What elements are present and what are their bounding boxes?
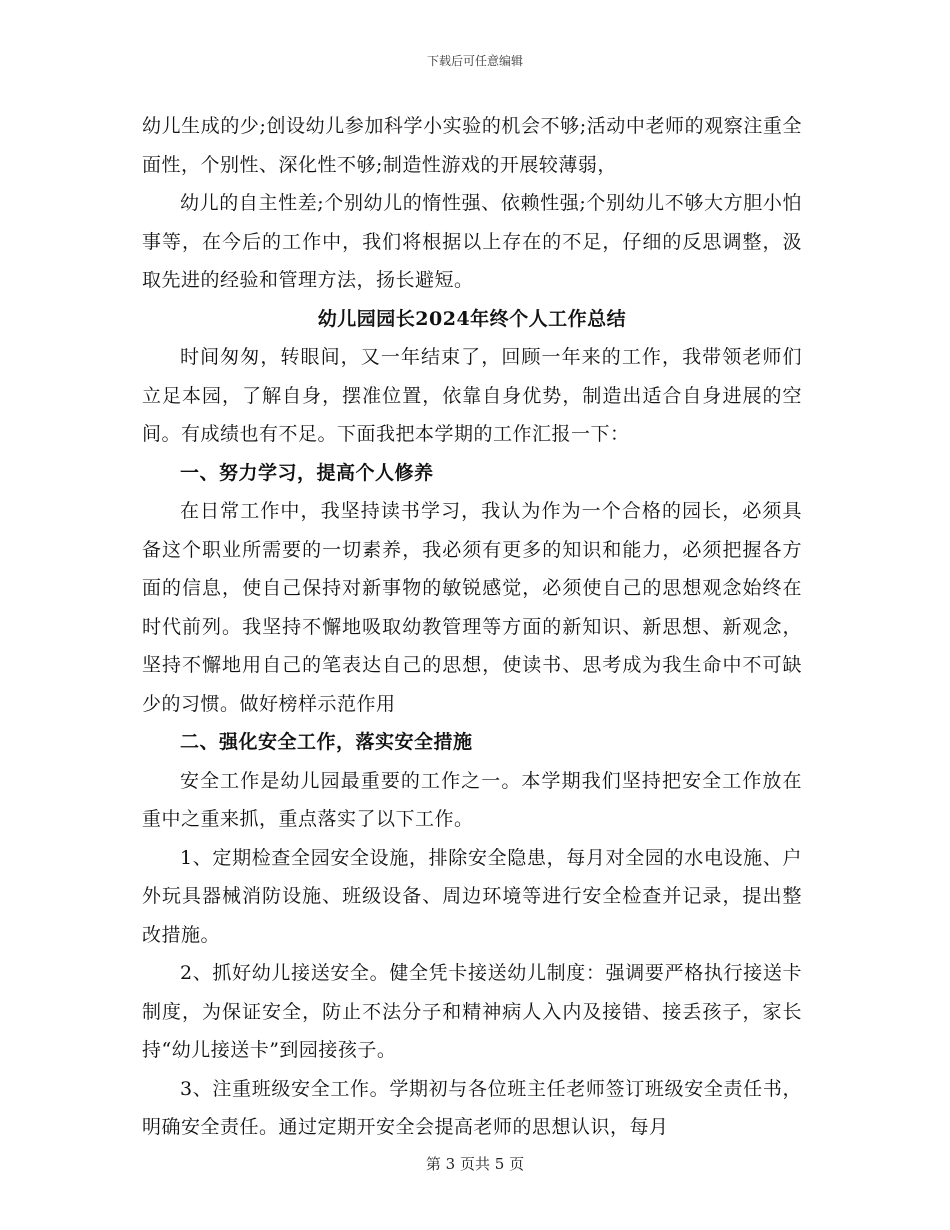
section-heading: 一、努力学习，提高个人修养 <box>180 461 434 484</box>
paragraph: 幼儿的自主性差;个别幼儿的惰性强、依赖性强;个别幼儿不够大方胆小怕事等，在今后的工作中，我们将根据以上存在的不足，仔细的反思调整，汲取先进的经验和管理方法，扬长避短。 <box>142 192 802 291</box>
paragraph: 安全工作是幼儿园最重要的工作之一。本学期我们坚持把安全工作放在重中之重来抓，重点落实了以下工作。 <box>142 769 802 830</box>
paragraph: 在日常工作中，我坚持读书学习，我认为作为一个合格的园长，必须具备这个职业所需要的一切素养，我必须有更多的知识和能力，必须把握各方面的信息，使自己保持对新事物的敏锐感觉，必须使自己的思想观念始终在时代前列。我坚持不懈地吸取幼教管理等方面的新知识、新思想、新观念，坚持不懈地用自己的笔表达自己的思想，使读书、思考成为我生命中不可缺少的习惯。做好榜样示范作用 <box>142 500 802 715</box>
document-body <box>142 107 802 1147</box>
paragraph: 时间匆匆，转眼间，又一年结束了，回顾一年来的工作，我带领老师们立足本园，了解自身，摆准位置，依靠自身优势，制造出适合自身进展的空间。有成绩也有不足。下面我把本学期的工作汇报一下： <box>142 346 802 445</box>
document-title: 幼儿园园长2024年终个人工作总结 <box>317 307 627 330</box>
paragraph: 2、抓好幼儿接送安全。健全凭卡接送幼儿制度：强调要严格执行接送卡制度，为保证安全，防止不法分子和精神病人入内及接错、接丢孩子，家长持“幼儿接送卡”到园接孩子。 <box>142 962 802 1061</box>
paragraph: 3、注重班级安全工作。学期初与各位班主任老师签订班级安全责任书，明确安全责任。通过定期开安全会提高老师的思想认识，每月 <box>142 1077 802 1138</box>
page-header-note: 下载后可任意编辑 <box>426 54 523 68</box>
paragraph: 1、定期检查全园安全设施，排除安全隐患，每月对全园的水电设施、户外玩具器械消防设施、班级设备、周边环境等进行安全检查并记录，提出整改措施。 <box>142 846 802 946</box>
section-heading: 二、强化安全工作，落实安全措施 <box>180 731 473 753</box>
paragraph: 幼儿生成的少;创设幼儿参加科学小实验的机会不够;活动中老师的观察注重全面性，个别性、深化性不够;制造性游戏的开展较薄弱， <box>142 115 802 176</box>
page-number: 第 3 页共 5 页 <box>425 1155 525 1173</box>
